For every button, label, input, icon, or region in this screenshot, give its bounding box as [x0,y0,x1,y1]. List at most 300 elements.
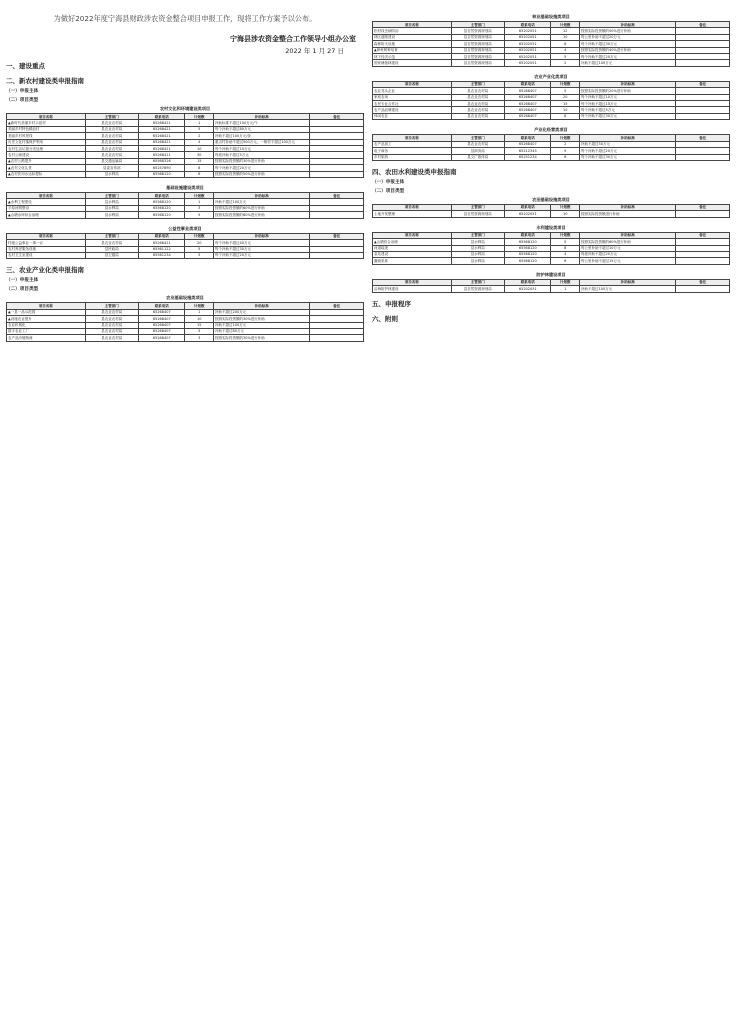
table-cell: 松材线虫病防治 [373,28,452,34]
table-cell [676,258,730,264]
table-cell: 30 [185,152,214,158]
table-cell: 农村养老服务设施 [7,246,86,252]
table-header-cell: 项目名称 [373,204,452,210]
table-header-cell: 项目名称 [7,303,86,309]
table-cell: 县水利局 [451,239,505,245]
table-cell: 每公里补助不超过15万元 [580,258,676,264]
table-cell: ▲农村文化礼堂 [7,165,86,171]
table-cell: 5 [185,212,214,218]
table5 [372,21,730,67]
table-cell: 每个补助不超过20万元 [214,165,310,171]
table-cell: 65212345 [505,148,551,154]
table-cell: 农民专业合作社 [373,101,452,107]
table-header-cell: 补助标准 [580,232,676,238]
table-cell: 森林防火设施 [373,41,452,47]
table-cell: 5 [551,148,580,154]
table-header-cell: 联系电话 [505,232,551,238]
table-header-cell: 计划数 [551,232,580,238]
table-cell: 县农业农村局 [85,328,139,334]
table-cell: 按照实际投资额的60%进行补助 [580,239,676,245]
section-4-sub1: （一）申报主体 [372,179,405,185]
table-cell: 8 [551,113,580,119]
table-cell: 按照实际投资额的50%进行补助 [214,171,310,177]
table-cell: 补助不超过100万元 [580,60,676,66]
table-cell: 15 [185,158,214,164]
table-cell: 美丽乡村风景线 [7,133,86,139]
table-cell: 3 [185,205,214,211]
table-header-cell: 项目名称 [373,232,452,238]
table-cell: 5 [551,239,580,245]
table-cell: 65268421 [139,240,185,246]
table-cell: 农业龙头企业 [373,88,452,94]
table-cell: 按照实际投资额的20%进行补助 [580,88,676,94]
table-cell: 农产品冷链物流 [7,335,86,341]
table-cell: 10 [551,211,580,217]
table-cell: 县卫健局 [85,252,139,258]
table-header-cell: 项目名称 [373,22,452,28]
table-cell: 农村公厕建设 [7,152,86,158]
table-row [7,335,364,341]
table-cell: 6 [551,41,580,47]
table-cell: 65568120 [139,212,185,218]
table-cell: 每个补助不超过20万元 [214,252,310,258]
table-header-cell: 备注 [310,303,364,309]
table-cell: 县农业农村局 [451,113,505,119]
table-cell: 县自然资源规划局 [451,211,505,217]
table-header-cell: 主管部门 [451,22,505,28]
table-header-cell: 备注 [310,233,364,239]
table-header-cell: 主管部门 [451,232,505,238]
table-cell: 65568326 [139,158,185,164]
table-header-cell: 主管部门 [451,135,505,141]
table-cell: 县自然资源规划局 [451,28,505,34]
table-cell: 每个补助不超过40万元 [214,240,310,246]
table-row [7,212,364,218]
table-cell: 4 [185,139,214,145]
table8-title: 农田基础设施类项目 [532,196,570,202]
table-cell: 每公里补助不超过10万元 [580,245,676,251]
table-cell: 县水利局 [451,251,505,257]
table-cell: 县水利局 [85,205,139,211]
table-cell: 每个补助不超过10万元 [580,94,676,100]
table-cell: 8 [185,165,214,171]
issue-date: 2022 年 1 月 27 日 [285,47,344,55]
table-cell: 按照实际投资额的40%进行补助 [580,47,676,53]
section-4-sub2: （二）项目类型 [372,188,405,194]
table-cell [676,60,730,66]
table-header-cell: 备注 [676,204,730,210]
table-cell: 5 [551,54,580,60]
table10-title: 防护林建设项目 [536,271,566,277]
table-cell: 数字农业工厂 [7,328,86,334]
table-cell: 10 [185,316,214,322]
issuing-office: 宁海县涉农资金整合工作领导小组办公室 [230,35,356,43]
table-cell: 农村卫生室建设 [7,252,86,258]
table-cell: 5 [185,126,214,132]
table-cell: 20 [185,240,214,246]
table-cell: 国家储备林建设 [373,60,452,66]
left-column [6,0,364,1024]
table-header-cell: 计划数 [551,204,580,210]
table-row [373,258,730,264]
table-header-cell: 补助标准 [580,135,676,141]
table-header-cell: 项目名称 [373,279,452,285]
table-cell: 重点村补助不超过500万元，一般村不超过100万元 [214,139,310,145]
table-cell: 林下经济示范 [373,54,452,60]
table-cell: 农村生活垃圾分类处理 [7,146,86,152]
table-cell: 2 [551,141,580,147]
table-cell: 1 [185,120,214,126]
table-header-cell: 计划数 [551,22,580,28]
table-cell: 补助不超过100万元 [214,199,310,205]
table-cell: 县自然资源规划局 [451,286,505,292]
table-cell: 县自然资源规划局 [451,60,505,66]
table-cell: 65202051 [505,286,551,292]
table-row [373,286,730,292]
table-header-cell: 计划数 [185,303,214,309]
table-cell [676,286,730,292]
table-cell: 历史文化村落保护利用 [7,139,86,145]
table-cell: 2 [551,60,580,66]
table4-title: 农业基础设施类项目 [166,295,204,301]
table-header-cell: 项目名称 [7,193,86,199]
table-cell: 每个补助不超过15万元 [580,101,676,107]
table-cell: 县农业农村局 [451,88,505,94]
table-cell: 每个补助不超过30万元 [580,113,676,119]
table-cell [676,211,730,217]
table-cell: 10 [185,146,214,152]
table-cell: 县农业农村局 [451,107,505,113]
table-cell: 65268421 [139,120,185,126]
table-cell: 65202051 [505,60,551,66]
table-header-cell: 计划数 [185,114,214,120]
table-cell: 乡村旅游 [373,154,452,160]
table-cell: ▲山塘水库综合治理 [7,212,86,218]
table-cell: 65568120 [505,239,551,245]
table-cell: 县交通运输局 [85,158,139,164]
table-cell: 5 [185,252,214,258]
table-cell: 县自然资源规划局 [451,54,505,60]
table-header-cell: 计划数 [551,135,580,141]
table-row [7,252,364,258]
table-cell: 每个补助不超过20万元 [580,148,676,154]
table-cell: 20 [551,94,580,100]
table-cell: 65202051 [505,47,551,53]
section-3-heading: 三、农业产业化类申报指南 [6,266,84,275]
table-cell: 每个补助不超过10万元 [214,146,310,152]
table-cell: 每个补助不超过30万元 [214,246,310,252]
table-cell: 按照实际投资额的30%进行补助 [214,158,310,164]
table1-title: 农村文化和环境建设类项目 [159,106,211,111]
table-header-cell: 项目名称 [373,135,452,141]
table-cell: 土地开发整理 [373,211,452,217]
table-cell [676,113,730,119]
table-header-cell: 联系电话 [139,303,185,309]
table-cell: 灌溉渠系 [373,258,452,264]
table-cell: 县水利局 [451,245,505,251]
table-cell: 65202051 [505,54,551,60]
table-cell: 县文广旅体局 [451,154,505,160]
table-cell: 1 [185,309,214,315]
table-cell: ▲农村饮用水达标提标 [7,171,86,177]
table-header-cell: 补助标准 [214,193,310,199]
table2-title: 基础设施建设类项目 [166,185,204,191]
section-2-sub1: （一）申报主体 [6,89,39,94]
table1 [6,113,364,178]
table3 [6,233,364,260]
table-cell: ▲一县一品示范园 [7,309,86,315]
table-cell: 按照实际投资额的50%进行补助 [580,28,676,34]
table-header-cell: 备注 [676,81,730,87]
table-cell: 3 [185,335,214,341]
table-cell: ▲山塘综合治理 [373,239,452,245]
table-cell: 15 [551,101,580,107]
table-header-cell: 联系电话 [139,233,185,239]
table-row [7,171,364,177]
table-header-cell: 备注 [676,22,730,28]
table-cell: 每个补助不超过30万元 [580,154,676,160]
table-cell: 平原河网整治 [7,205,86,211]
table-cell [676,154,730,160]
table-header-cell: 主管部门 [451,81,505,87]
table-cell: 县农业农村局 [85,120,139,126]
table-cell: 补助不超过100万元 [580,286,676,292]
table8 [372,204,730,218]
table-cell: 10 [551,107,580,113]
table-cell: 县水利局 [85,199,139,205]
table10 [372,279,730,293]
table-cell: 每座补助不超过5万元 [214,152,310,158]
table4 [6,302,364,341]
table-cell: 每个补助不超过5万元 [580,107,676,113]
table9 [372,232,730,265]
table-header-cell: 主管部门 [85,114,139,120]
table-cell [310,335,364,341]
table6 [372,81,730,120]
table-cell: 县自然资源规划局 [451,41,505,47]
notice-title: 为做好2022年度宁海县财政涉农资金整合项目申报工作，现将工作方案予以公布。 [53,14,317,23]
table-cell: 家庭农场 [373,94,452,100]
section-4-heading: 四、农田水利建设类申报指南 [372,167,457,176]
table-cell: 补助不超过100万元/条 [214,133,310,139]
table-cell: 县农业农村局 [451,101,505,107]
section-2-sub2: （二）项目类型 [6,98,39,103]
table-cell: 按照实际投资额进行补助 [580,211,676,217]
table-header-cell: 备注 [676,232,730,238]
table-cell: 5 [551,88,580,94]
table-cell: 65202051 [505,211,551,217]
table-cell: 2 [185,133,214,139]
table-cell: 65268421 [139,133,185,139]
table-cell: 65268407 [505,141,551,147]
table-header-cell: 补助标准 [214,114,310,120]
table-cell: 县农业农村局 [85,133,139,139]
table-cell: 5 [185,328,214,334]
table-cell: 补助不超过80万元 [214,328,310,334]
table-cell: 补助不超过50万元 [580,141,676,147]
table-cell: 1 [185,199,214,205]
table-cell: 65268407 [139,316,185,322]
table-header-cell: 备注 [310,193,364,199]
table-header-cell: 联系电话 [505,204,551,210]
table-header-cell: 主管部门 [85,193,139,199]
table-cell: 每公里补助不超过20万元 [580,34,676,40]
table-header-cell: 联系电话 [505,81,551,87]
table-cell: 县自然资源规划局 [451,47,505,53]
table-header-cell: 计划数 [185,193,214,199]
table-header-cell: 计划数 [551,279,580,285]
table-cell: 县农业农村局 [85,335,139,341]
table-cell: 县农业农村局 [85,126,139,132]
table-row [373,60,730,66]
table-cell: 县农业农村局 [85,152,139,158]
table-cell: 65202051 [505,28,551,34]
table-cell: 每个补助不超过80万元 [214,126,310,132]
table-cell: 65268407 [505,113,551,119]
table-cell: 县水利局 [85,171,139,177]
table-header-cell: 联系电话 [139,114,185,120]
table-cell: 6 [551,154,580,160]
table-cell: 补助不超过200万元 [214,309,310,315]
table-cell: 65202051 [505,41,551,47]
table7 [372,134,730,161]
table-header-cell: 主管部门 [451,204,505,210]
table-header-cell: 备注 [676,135,730,141]
table-cell: 县委宣传部 [85,165,139,171]
table-cell: 县农业农村局 [85,309,139,315]
table-cell: 6 [185,171,214,177]
table-header-cell: 主管部门 [85,303,139,309]
table-cell: 65268407 [139,328,185,334]
table-cell: 65268421 [139,152,185,158]
table2 [6,192,364,219]
table-header-cell: 项目名称 [7,114,86,120]
table-cell: 林区道路建设 [373,34,452,40]
table-cell: 4 [551,47,580,53]
table-cell: 65268407 [505,88,551,94]
table9-title: 水利建设类项目 [536,224,566,230]
table-header-cell: 联系电话 [505,22,551,28]
table-cell: 6 [551,258,580,264]
table-cell: 县商务局 [451,148,505,154]
table-cell: 65561234 [139,252,185,258]
table5-title: 林业基础设施类项目 [532,14,570,19]
table-cell: 县农业农村局 [85,146,139,152]
table-cell: 65568120 [139,205,185,211]
table-cell: 按照实际投资额的30%进行补助 [214,335,310,341]
section-2-heading: 二、新农村建设类申报指南 [6,77,84,85]
table-header-cell: 补助标准 [580,279,676,285]
section-6-heading: 六、附则 [372,314,398,323]
table-cell: 电子商务 [373,148,452,154]
table-cell: 65268421 [139,139,185,145]
table-cell: 65568120 [139,171,185,177]
table-header-cell: 联系电话 [505,135,551,141]
table3-title: 公益性事业类项目 [168,225,202,231]
table-cell: 65561122 [139,246,185,252]
table-header-cell: 备注 [676,279,730,285]
table-cell: 65268407 [139,309,185,315]
table-cell: 补助标准不超过150万元/个 [214,120,310,126]
table-cell: 8 [551,245,580,251]
table-cell [310,212,364,218]
table-cell: ▲水利工程建设 [7,199,86,205]
table-cell: 补助不超过100万元 [214,322,310,328]
section-1-heading: 一、建设重点 [6,62,45,70]
table-cell: 65268407 [505,101,551,107]
table-header-cell: 项目名称 [373,81,452,87]
table-cell: 65268407 [139,335,185,341]
table-cell: 65568120 [139,199,185,205]
table-cell [310,171,364,177]
right-column [372,0,730,1024]
table-cell: 4 [551,251,580,257]
table-cell: 10 [551,34,580,40]
table-row [373,154,730,160]
table-cell: ▲农村公路提升 [7,158,86,164]
table-header-cell: 项目名称 [7,233,86,239]
table-cell: 农产品品牌建设 [373,107,452,113]
table-header-cell: 联系电话 [139,193,185,199]
table-cell: 县农业农村局 [85,322,139,328]
table-cell: 按照实际投资额的30%进行补助 [214,316,310,322]
table-header-cell: 补助标准 [214,233,310,239]
table-cell: 农业机械化 [7,322,86,328]
table-header-cell: 补助标准 [580,22,676,28]
table-cell: 县农业农村局 [85,139,139,145]
table-cell: 美丽乡村特色精品村 [7,126,86,132]
table-header-cell: 计划数 [551,81,580,87]
table-cell: 65251234 [505,154,551,160]
table-header-cell: 备注 [310,114,364,120]
table-header-cell: 补助标准 [580,204,676,210]
table-cell: 县水利局 [451,258,505,264]
table-cell: ▲珍贵树种培育 [373,47,452,53]
table-cell: 按照实际投资额的60%进行补助 [214,205,310,211]
table-cell: 65568120 [505,258,551,264]
table-cell: 65568120 [505,245,551,251]
table-row [373,113,730,119]
table-cell: 65268421 [139,126,185,132]
table-cell: 县农业农村局 [451,94,505,100]
table-cell: 县水利局 [85,212,139,218]
table-cell: 5 [185,246,214,252]
table-cell: 按照实际投资额的60%进行补助 [214,212,310,218]
table-cell [310,252,364,258]
table-cell: 泵站建设 [373,251,452,257]
table-cell: 县农业农村局 [85,240,139,246]
table-cell: 每个补助不超过30万元 [580,41,676,47]
table-cell: 县农业农村局 [85,316,139,322]
table-cell: 65268421 [139,146,185,152]
table6-title: 农业产业化类项目 [534,73,568,79]
table-cell: 休闲农业 [373,113,452,119]
table-header-cell: 主管部门 [85,233,139,239]
section-5-heading: 五、申报程序 [372,299,411,308]
table-cell: ▲新时代美丽乡村示范村 [7,120,86,126]
table-cell: 村级公益事业一事一议 [7,240,86,246]
table-cell: 县自然资源规划局 [451,34,505,40]
table7-title: 产业化经营类项目 [534,127,568,133]
table-cell: 每个补助不超过20万元 [580,54,676,60]
table-cell: 1 [551,286,580,292]
table-header-cell: 补助标准 [580,81,676,87]
table-cell: 沿海防护林建设 [373,286,452,292]
table-cell: 县民政局 [85,246,139,252]
table-cell: 每座补助不超过20万元 [580,251,676,257]
table-cell: 12 [551,28,580,34]
table-header-cell: 补助标准 [214,303,310,309]
